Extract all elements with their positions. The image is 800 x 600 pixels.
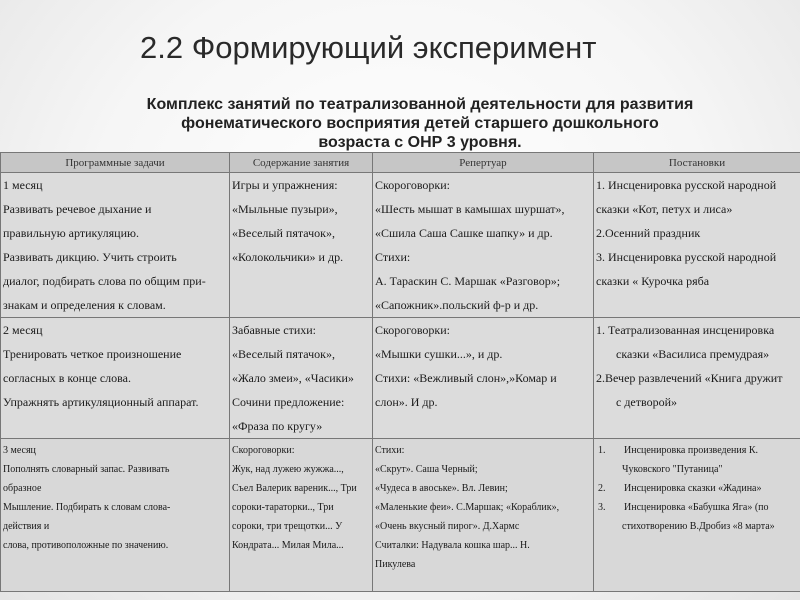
cell-line: «Очень вкусный пирог». Д.Хармс: [375, 521, 520, 532]
cell-line: сказки «Кот, петух и лиса»: [596, 202, 733, 216]
cell-tasks: [1, 318, 230, 439]
list-number: 2.: [598, 483, 606, 494]
table-header-row: [1, 153, 800, 173]
cell-line: «Мыльные пузыри»,: [232, 202, 338, 216]
cell-line: А. Тараскин С. Маршак «Разговор»;: [375, 274, 561, 288]
cell-line: сороки-тараторки.., Три: [232, 502, 334, 513]
cell-line: слон». И др.: [375, 395, 438, 409]
cell-line: сказки « Курочка ряба: [596, 274, 710, 288]
list-item: [596, 441, 798, 460]
cell-line: Пикулева: [375, 559, 416, 570]
cell-line: Скороговорки:: [232, 445, 295, 456]
list-item-text: стихотворению В.Дробиз «8 марта»: [622, 521, 775, 532]
list-item-text: Чуковского "Путаница": [622, 464, 723, 475]
cell-line: Скороговорки:: [375, 178, 451, 192]
cell-line: 1 месяц: [3, 178, 43, 192]
cell-line: Стихи: «Вежливый слон»,»Комар и: [375, 371, 557, 385]
cell-content: [230, 439, 373, 592]
cell-line: Считалки: Надувала кошка шар... Н.: [375, 540, 530, 551]
cell-productions: [594, 173, 800, 318]
cell-line: знакам и определения к словам.: [3, 298, 166, 312]
cell-line: «Жало змеи», «Часики»: [232, 371, 354, 385]
cell-line: 1. Театрализованная инсценировка: [596, 323, 775, 337]
header-content: Содержание занятия: [230, 153, 373, 173]
list-item: [596, 479, 798, 498]
list-number: 1.: [598, 445, 606, 456]
cell-line: «Веселый пятачок»,: [232, 347, 335, 361]
cell-line: сороки, три трещотки... У: [232, 521, 343, 532]
list-item: [596, 517, 798, 536]
table-row: [1, 318, 800, 439]
cell-line: 3 месяц: [3, 445, 36, 456]
cell-line: Забавные стихи:: [232, 323, 316, 337]
table-row: [1, 173, 800, 318]
cell-repertoire: [373, 439, 594, 592]
cell-content: [230, 318, 373, 439]
page-title: 2.2 Формирующий эксперимент: [140, 30, 597, 65]
cell-line: «Шесть мышат в камышах шуршат»,: [375, 202, 565, 216]
cell-line: «Маленькие феи». С.Маршак; «Кораблик»,: [375, 502, 560, 513]
cell-line: правильную артикуляцию.: [3, 226, 139, 240]
list-item: [596, 498, 798, 517]
cell-line: 3. Инсценировка русской народной: [596, 250, 777, 264]
cell-line: Тренировать четкое произношение: [3, 347, 182, 361]
list-item: [596, 460, 798, 479]
cell-line: «Колокольчики» и др.: [232, 250, 344, 264]
cell-line: «Скрут». Саша Черный;: [375, 464, 478, 475]
cell-tasks: [1, 439, 230, 592]
cell-line: 2 месяц: [3, 323, 43, 337]
cell-line: сказки «Василиса премудрая»: [616, 347, 770, 361]
cell-line: Развивать дикцию. Учить строить: [3, 250, 177, 264]
cell-productions: [594, 439, 800, 592]
cell-line: слова, противоположные по значению.: [3, 540, 169, 551]
list-item-text: Инсценировка сказки «Жадина»: [624, 483, 762, 494]
cell-line: 2.Осенний праздник: [596, 226, 701, 240]
subtitle: [60, 95, 780, 152]
cell-line: Мышление. Подбирать к словам слова-: [3, 502, 171, 513]
lessons-table: [0, 152, 800, 592]
subtitle-line: фонематического восприятия детей старшего дошкольного: [181, 115, 659, 132]
cell-line: Упражнять артикуляционный аппарат.: [3, 395, 199, 409]
cell-line: Жук, над лужею жужжа...,: [232, 464, 344, 475]
cell-tasks: [1, 173, 230, 318]
cell-line: 1. Инсценировка русской народной: [596, 178, 777, 192]
subtitle-line: Комплекс занятий по театрализованной деятельности для развития: [146, 96, 694, 113]
cell-line: Игры и упражнения:: [232, 178, 338, 192]
cell-line: согласных в конце слова.: [3, 371, 131, 385]
cell-repertoire: [373, 173, 594, 318]
cell-line: «Сапожник».польский ф-р и др.: [375, 298, 539, 312]
cell-line: 2.Вечер развлечений «Книга дружит: [596, 371, 783, 385]
cell-line: действия и: [3, 521, 50, 532]
cell-line: «Мышки сушки...», и др.: [375, 347, 503, 361]
cell-line: «Сшила Саша Сашке шапку» и др.: [375, 226, 553, 240]
subtitle-line: возраста с ОНР 3 уровня.: [318, 134, 522, 151]
cell-line: «Чудеса в авоське». Вл. Левин;: [375, 483, 508, 494]
cell-line: образное: [3, 483, 42, 494]
cell-line: Стихи:: [375, 445, 405, 456]
cell-line: Пополнять словарный запас. Развивать: [3, 464, 170, 475]
cell-productions: [594, 318, 800, 439]
cell-line: Скороговорки:: [375, 323, 451, 337]
cell-line: с детворой»: [616, 395, 678, 409]
header-productions: Постановки: [594, 153, 800, 173]
cell-line: диалог, подбирать слова по общим при-: [3, 274, 206, 288]
cell-line: «Веселый пятачок»,: [232, 226, 335, 240]
cell-line: «Фраза по кругу»: [232, 419, 323, 433]
cell-line: Кондрата... Милая Мила...: [232, 540, 344, 551]
cell-content: [230, 173, 373, 318]
header-repertoire: Репертуар: [373, 153, 594, 173]
header-tasks: Программные задачи: [1, 153, 230, 173]
cell-line: Съел Валерик вареник..., Три: [232, 483, 357, 494]
cell-line: Развивать речевое дыхание и: [3, 202, 152, 216]
list-item-text: Инсценировка «Бабушка Яга» (по: [624, 502, 769, 513]
cell-line: Сочини предложение:: [232, 395, 345, 409]
table-row: [1, 439, 800, 592]
list-item-text: Инсценировка произведения К.: [624, 445, 758, 456]
list-number: 3.: [598, 502, 606, 513]
cell-line: Стихи:: [375, 250, 411, 264]
cell-repertoire: [373, 318, 594, 439]
